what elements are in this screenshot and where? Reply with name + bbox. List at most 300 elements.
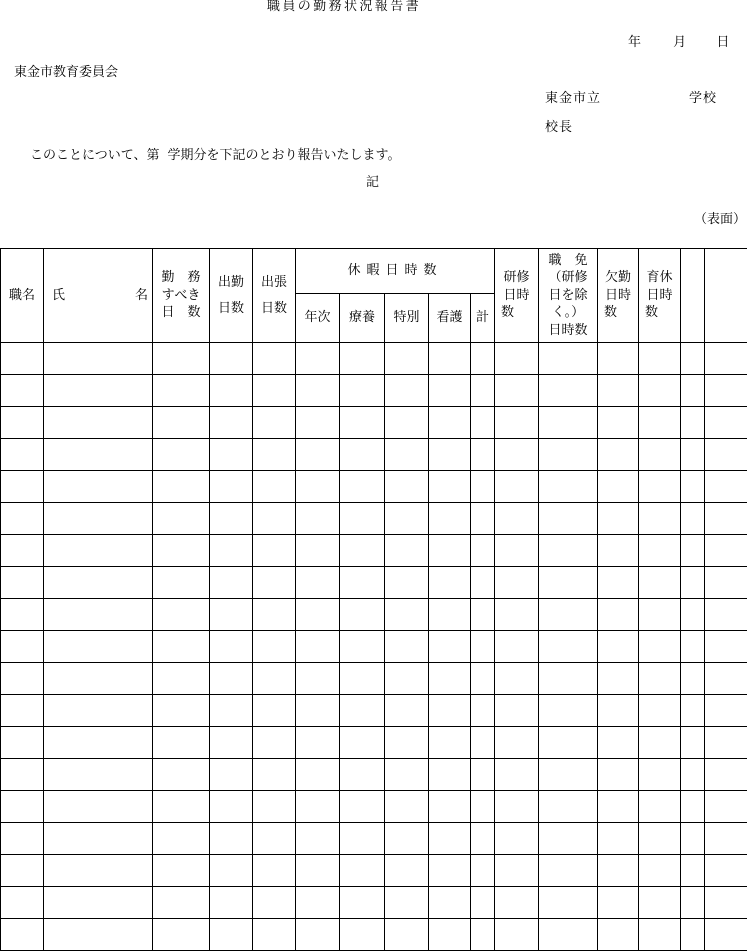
table-cell[interactable] xyxy=(705,695,747,727)
table-cell[interactable] xyxy=(705,599,747,631)
table-cell[interactable] xyxy=(705,823,747,855)
table-cell[interactable] xyxy=(471,407,495,439)
table-cell[interactable] xyxy=(296,759,340,791)
table-cell[interactable] xyxy=(340,663,385,695)
table-cell[interactable] xyxy=(385,407,429,439)
table-cell[interactable] xyxy=(210,791,253,823)
table-cell[interactable] xyxy=(296,791,340,823)
table-cell[interactable] xyxy=(253,919,296,951)
table-cell[interactable] xyxy=(385,631,429,663)
table-cell[interactable] xyxy=(681,599,705,631)
table-cell[interactable] xyxy=(296,599,340,631)
table-cell[interactable] xyxy=(153,631,210,663)
table-cell[interactable] xyxy=(705,439,747,471)
table-cell[interactable] xyxy=(429,599,471,631)
table-cell[interactable] xyxy=(429,375,471,407)
table-cell[interactable] xyxy=(210,887,253,919)
table-cell[interactable] xyxy=(639,663,681,695)
table-cell[interactable] xyxy=(153,855,210,887)
table-cell[interactable] xyxy=(681,407,705,439)
table-cell[interactable] xyxy=(705,919,747,951)
table-cell[interactable] xyxy=(44,535,153,567)
table-cell[interactable] xyxy=(385,503,429,535)
table-cell[interactable] xyxy=(639,631,681,663)
table-cell[interactable] xyxy=(340,471,385,503)
table-cell[interactable] xyxy=(44,567,153,599)
table-cell[interactable] xyxy=(598,567,639,599)
table-cell[interactable] xyxy=(210,727,253,759)
table-cell[interactable] xyxy=(471,375,495,407)
table-cell[interactable] xyxy=(385,599,429,631)
table-cell[interactable] xyxy=(340,823,385,855)
table-cell[interactable] xyxy=(210,439,253,471)
table-cell[interactable] xyxy=(495,599,539,631)
table-cell[interactable] xyxy=(681,919,705,951)
table-cell[interactable] xyxy=(429,663,471,695)
table-cell[interactable] xyxy=(539,887,598,919)
table-cell[interactable] xyxy=(681,791,705,823)
table-cell[interactable] xyxy=(598,471,639,503)
table-cell[interactable] xyxy=(598,375,639,407)
table-cell[interactable] xyxy=(340,727,385,759)
table-cell[interactable] xyxy=(385,727,429,759)
table-cell[interactable] xyxy=(153,599,210,631)
table-cell[interactable] xyxy=(385,439,429,471)
table-cell[interactable] xyxy=(681,855,705,887)
table-cell[interactable] xyxy=(153,919,210,951)
table-cell[interactable] xyxy=(539,599,598,631)
table-cell[interactable] xyxy=(495,535,539,567)
table-cell[interactable] xyxy=(681,343,705,375)
table-cell[interactable] xyxy=(340,503,385,535)
table-cell[interactable] xyxy=(385,855,429,887)
table-cell[interactable] xyxy=(539,919,598,951)
table-cell[interactable] xyxy=(639,791,681,823)
table-cell[interactable] xyxy=(1,759,44,791)
table-cell[interactable] xyxy=(598,631,639,663)
table-cell[interactable] xyxy=(385,823,429,855)
table-cell[interactable] xyxy=(253,471,296,503)
table-cell[interactable] xyxy=(385,791,429,823)
table-cell[interactable] xyxy=(253,823,296,855)
table-cell[interactable] xyxy=(639,855,681,887)
table-cell[interactable] xyxy=(340,599,385,631)
table-cell[interactable] xyxy=(681,567,705,599)
table-cell[interactable] xyxy=(429,439,471,471)
table-cell[interactable] xyxy=(639,727,681,759)
table-cell[interactable] xyxy=(539,823,598,855)
table-cell[interactable] xyxy=(296,631,340,663)
table-cell[interactable] xyxy=(705,759,747,791)
table-cell[interactable] xyxy=(296,503,340,535)
table-cell[interactable] xyxy=(539,407,598,439)
table-cell[interactable] xyxy=(44,759,153,791)
table-cell[interactable] xyxy=(253,727,296,759)
table-cell[interactable] xyxy=(1,695,44,727)
table-cell[interactable] xyxy=(340,759,385,791)
table-cell[interactable] xyxy=(296,407,340,439)
table-cell[interactable] xyxy=(681,535,705,567)
table-cell[interactable] xyxy=(639,599,681,631)
table-cell[interactable] xyxy=(296,727,340,759)
table-cell[interactable] xyxy=(429,727,471,759)
table-cell[interactable] xyxy=(429,759,471,791)
table-cell[interactable] xyxy=(44,343,153,375)
table-cell[interactable] xyxy=(598,407,639,439)
table-cell[interactable] xyxy=(598,759,639,791)
table-cell[interactable] xyxy=(44,919,153,951)
table-cell[interactable] xyxy=(539,343,598,375)
table-cell[interactable] xyxy=(598,695,639,727)
table-cell[interactable] xyxy=(598,919,639,951)
table-cell[interactable] xyxy=(153,535,210,567)
table-cell[interactable] xyxy=(539,375,598,407)
table-cell[interactable] xyxy=(429,343,471,375)
table-cell[interactable] xyxy=(44,887,153,919)
table-cell[interactable] xyxy=(639,823,681,855)
table-cell[interactable] xyxy=(471,535,495,567)
table-cell[interactable] xyxy=(296,919,340,951)
table-cell[interactable] xyxy=(1,855,44,887)
table-cell[interactable] xyxy=(153,375,210,407)
table-cell[interactable] xyxy=(471,759,495,791)
table-cell[interactable] xyxy=(1,823,44,855)
table-cell[interactable] xyxy=(429,567,471,599)
table-cell[interactable] xyxy=(495,439,539,471)
table-cell[interactable] xyxy=(429,407,471,439)
table-cell[interactable] xyxy=(539,855,598,887)
table-cell[interactable] xyxy=(385,759,429,791)
table-cell[interactable] xyxy=(471,823,495,855)
table-cell[interactable] xyxy=(153,663,210,695)
table-cell[interactable] xyxy=(153,823,210,855)
table-cell[interactable] xyxy=(539,439,598,471)
table-cell[interactable] xyxy=(705,503,747,535)
table-cell[interactable] xyxy=(495,919,539,951)
table-cell[interactable] xyxy=(253,503,296,535)
table-cell[interactable] xyxy=(385,695,429,727)
table-cell[interactable] xyxy=(1,919,44,951)
table-cell[interactable] xyxy=(705,567,747,599)
table-cell[interactable] xyxy=(153,503,210,535)
table-cell[interactable] xyxy=(539,567,598,599)
table-cell[interactable] xyxy=(705,855,747,887)
table-cell[interactable] xyxy=(495,567,539,599)
table-cell[interactable] xyxy=(253,887,296,919)
table-cell[interactable] xyxy=(340,375,385,407)
table-cell[interactable] xyxy=(539,535,598,567)
table-cell[interactable] xyxy=(44,791,153,823)
table-cell[interactable] xyxy=(340,887,385,919)
table-cell[interactable] xyxy=(1,407,44,439)
table-cell[interactable] xyxy=(471,343,495,375)
table-cell[interactable] xyxy=(681,823,705,855)
table-cell[interactable] xyxy=(253,695,296,727)
table-cell[interactable] xyxy=(340,791,385,823)
table-cell[interactable] xyxy=(539,503,598,535)
table-cell[interactable] xyxy=(44,695,153,727)
table-cell[interactable] xyxy=(385,535,429,567)
table-cell[interactable] xyxy=(639,471,681,503)
table-cell[interactable] xyxy=(210,695,253,727)
table-cell[interactable] xyxy=(705,535,747,567)
table-cell[interactable] xyxy=(598,343,639,375)
table-cell[interactable] xyxy=(385,471,429,503)
table-cell[interactable] xyxy=(340,567,385,599)
table-cell[interactable] xyxy=(429,503,471,535)
table-cell[interactable] xyxy=(1,727,44,759)
table-cell[interactable] xyxy=(44,407,153,439)
table-cell[interactable] xyxy=(495,823,539,855)
table-cell[interactable] xyxy=(296,823,340,855)
table-cell[interactable] xyxy=(681,439,705,471)
table-cell[interactable] xyxy=(253,631,296,663)
table-cell[interactable] xyxy=(539,695,598,727)
table-cell[interactable] xyxy=(44,727,153,759)
table-cell[interactable] xyxy=(210,663,253,695)
table-cell[interactable] xyxy=(385,919,429,951)
table-cell[interactable] xyxy=(1,567,44,599)
table-cell[interactable] xyxy=(253,343,296,375)
table-cell[interactable] xyxy=(429,695,471,727)
table-cell[interactable] xyxy=(210,535,253,567)
table-cell[interactable] xyxy=(44,503,153,535)
table-cell[interactable] xyxy=(210,471,253,503)
table-cell[interactable] xyxy=(429,823,471,855)
table-cell[interactable] xyxy=(340,855,385,887)
table-cell[interactable] xyxy=(153,343,210,375)
table-cell[interactable] xyxy=(495,631,539,663)
table-cell[interactable] xyxy=(1,599,44,631)
table-cell[interactable] xyxy=(471,791,495,823)
table-cell[interactable] xyxy=(471,855,495,887)
table-cell[interactable] xyxy=(539,791,598,823)
table-cell[interactable] xyxy=(681,759,705,791)
table-cell[interactable] xyxy=(210,503,253,535)
table-cell[interactable] xyxy=(153,567,210,599)
table-cell[interactable] xyxy=(296,567,340,599)
table-cell[interactable] xyxy=(153,727,210,759)
table-cell[interactable] xyxy=(253,567,296,599)
table-cell[interactable] xyxy=(296,695,340,727)
table-cell[interactable] xyxy=(340,919,385,951)
table-cell[interactable] xyxy=(44,631,153,663)
table-cell[interactable] xyxy=(495,727,539,759)
table-cell[interactable] xyxy=(1,471,44,503)
table-cell[interactable] xyxy=(1,887,44,919)
table-cell[interactable] xyxy=(44,663,153,695)
table-cell[interactable] xyxy=(1,791,44,823)
table-cell[interactable] xyxy=(598,663,639,695)
table-cell[interactable] xyxy=(705,343,747,375)
table-cell[interactable] xyxy=(705,631,747,663)
table-cell[interactable] xyxy=(253,663,296,695)
table-cell[interactable] xyxy=(1,439,44,471)
table-cell[interactable] xyxy=(296,343,340,375)
table-cell[interactable] xyxy=(340,535,385,567)
table-cell[interactable] xyxy=(385,663,429,695)
table-cell[interactable] xyxy=(44,855,153,887)
table-cell[interactable] xyxy=(539,727,598,759)
table-cell[interactable] xyxy=(471,599,495,631)
table-cell[interactable] xyxy=(340,343,385,375)
table-cell[interactable] xyxy=(429,631,471,663)
table-cell[interactable] xyxy=(495,855,539,887)
table-cell[interactable] xyxy=(429,919,471,951)
table-cell[interactable] xyxy=(639,375,681,407)
table-cell[interactable] xyxy=(681,631,705,663)
table-cell[interactable] xyxy=(429,535,471,567)
table-cell[interactable] xyxy=(598,823,639,855)
table-cell[interactable] xyxy=(471,695,495,727)
table-cell[interactable] xyxy=(471,919,495,951)
table-cell[interactable] xyxy=(495,663,539,695)
table-cell[interactable] xyxy=(44,599,153,631)
table-cell[interactable] xyxy=(253,439,296,471)
table-cell[interactable] xyxy=(495,343,539,375)
table-cell[interactable] xyxy=(681,503,705,535)
table-cell[interactable] xyxy=(210,567,253,599)
table-cell[interactable] xyxy=(296,855,340,887)
table-cell[interactable] xyxy=(639,343,681,375)
table-cell[interactable] xyxy=(210,631,253,663)
table-cell[interactable] xyxy=(539,471,598,503)
table-cell[interactable] xyxy=(598,855,639,887)
table-cell[interactable] xyxy=(429,887,471,919)
table-cell[interactable] xyxy=(681,727,705,759)
table-cell[interactable] xyxy=(210,343,253,375)
table-cell[interactable] xyxy=(639,567,681,599)
table-cell[interactable] xyxy=(471,471,495,503)
table-cell[interactable] xyxy=(598,887,639,919)
table-cell[interactable] xyxy=(253,791,296,823)
table-cell[interactable] xyxy=(210,375,253,407)
table-cell[interactable] xyxy=(1,631,44,663)
table-cell[interactable] xyxy=(296,535,340,567)
table-cell[interactable] xyxy=(153,471,210,503)
table-cell[interactable] xyxy=(210,855,253,887)
table-cell[interactable] xyxy=(340,631,385,663)
table-cell[interactable] xyxy=(296,663,340,695)
table-cell[interactable] xyxy=(153,759,210,791)
table-cell[interactable] xyxy=(1,343,44,375)
table-cell[interactable] xyxy=(253,599,296,631)
table-cell[interactable] xyxy=(495,471,539,503)
table-cell[interactable] xyxy=(210,599,253,631)
table-cell[interactable] xyxy=(253,407,296,439)
table-cell[interactable] xyxy=(705,663,747,695)
table-cell[interactable] xyxy=(539,759,598,791)
table-cell[interactable] xyxy=(429,471,471,503)
table-cell[interactable] xyxy=(44,375,153,407)
table-cell[interactable] xyxy=(639,759,681,791)
table-cell[interactable] xyxy=(210,823,253,855)
table-cell[interactable] xyxy=(495,759,539,791)
table-cell[interactable] xyxy=(598,503,639,535)
table-cell[interactable] xyxy=(253,855,296,887)
table-cell[interactable] xyxy=(1,535,44,567)
table-cell[interactable] xyxy=(495,887,539,919)
table-cell[interactable] xyxy=(639,919,681,951)
table-cell[interactable] xyxy=(598,535,639,567)
table-cell[interactable] xyxy=(639,695,681,727)
table-cell[interactable] xyxy=(639,535,681,567)
table-cell[interactable] xyxy=(495,375,539,407)
table-cell[interactable] xyxy=(153,887,210,919)
table-cell[interactable] xyxy=(385,375,429,407)
table-cell[interactable] xyxy=(153,439,210,471)
table-cell[interactable] xyxy=(639,887,681,919)
table-cell[interactable] xyxy=(44,471,153,503)
table-cell[interactable] xyxy=(153,407,210,439)
table-cell[interactable] xyxy=(253,375,296,407)
table-cell[interactable] xyxy=(471,567,495,599)
table-cell[interactable] xyxy=(296,439,340,471)
table-cell[interactable] xyxy=(705,407,747,439)
table-cell[interactable] xyxy=(705,727,747,759)
table-cell[interactable] xyxy=(153,695,210,727)
table-cell[interactable] xyxy=(296,375,340,407)
table-cell[interactable] xyxy=(385,567,429,599)
table-cell[interactable] xyxy=(471,663,495,695)
table-cell[interactable] xyxy=(385,343,429,375)
table-cell[interactable] xyxy=(681,471,705,503)
table-cell[interactable] xyxy=(639,439,681,471)
table-cell[interactable] xyxy=(253,535,296,567)
table-cell[interactable] xyxy=(471,631,495,663)
table-cell[interactable] xyxy=(681,663,705,695)
table-cell[interactable] xyxy=(296,471,340,503)
table-cell[interactable] xyxy=(429,855,471,887)
table-cell[interactable] xyxy=(681,375,705,407)
table-cell[interactable] xyxy=(539,663,598,695)
table-cell[interactable] xyxy=(153,791,210,823)
table-cell[interactable] xyxy=(681,887,705,919)
table-cell[interactable] xyxy=(385,887,429,919)
table-cell[interactable] xyxy=(471,439,495,471)
table-cell[interactable] xyxy=(210,407,253,439)
table-cell[interactable] xyxy=(598,599,639,631)
table-cell[interactable] xyxy=(539,631,598,663)
table-cell[interactable] xyxy=(1,503,44,535)
table-cell[interactable] xyxy=(598,727,639,759)
table-cell[interactable] xyxy=(705,791,747,823)
table-cell[interactable] xyxy=(340,407,385,439)
table-cell[interactable] xyxy=(705,887,747,919)
table-cell[interactable] xyxy=(598,791,639,823)
table-cell[interactable] xyxy=(495,503,539,535)
table-cell[interactable] xyxy=(471,887,495,919)
table-cell[interactable] xyxy=(495,407,539,439)
table-cell[interactable] xyxy=(705,375,747,407)
table-cell[interactable] xyxy=(210,759,253,791)
table-cell[interactable] xyxy=(210,919,253,951)
table-cell[interactable] xyxy=(44,439,153,471)
table-cell[interactable] xyxy=(495,695,539,727)
table-cell[interactable] xyxy=(44,823,153,855)
table-cell[interactable] xyxy=(598,439,639,471)
table-cell[interactable] xyxy=(639,407,681,439)
table-cell[interactable] xyxy=(495,791,539,823)
table-cell[interactable] xyxy=(1,663,44,695)
table-cell[interactable] xyxy=(1,375,44,407)
table-cell[interactable] xyxy=(471,727,495,759)
table-cell[interactable] xyxy=(340,695,385,727)
table-cell[interactable] xyxy=(296,887,340,919)
table-cell[interactable] xyxy=(471,503,495,535)
table-cell[interactable] xyxy=(429,791,471,823)
table-cell[interactable] xyxy=(639,503,681,535)
